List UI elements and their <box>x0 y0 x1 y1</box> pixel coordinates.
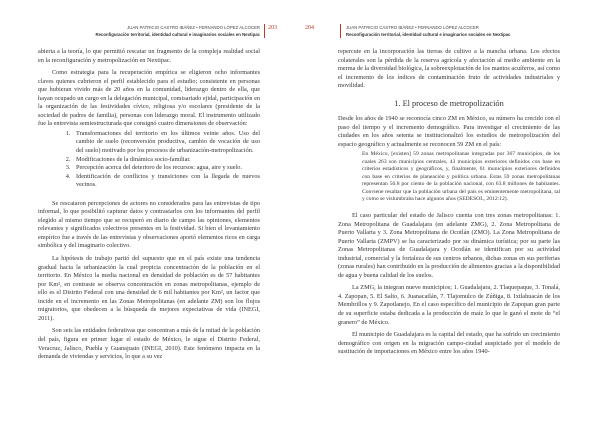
header-authors: JUAN PATRICIO CASTRO IBÁÑEZ • FERNANDO LÓPEZ ALCOCER <box>346 25 479 30</box>
list-item: 3. Percepción acerca del deterioro de los recursos: agua, aire y suelo. <box>72 164 260 173</box>
running-header <box>346 24 511 38</box>
paragraph: abierta a la teoría, lo que permitió rescatar un fragmento de la compleja realidad social en la reconfiguración y metropolización en Nextipac. <box>38 48 260 64</box>
section-heading: 1. El proceso de metropolización <box>394 98 504 108</box>
list-item: 2. Modificaciones de la dinámica socio-familiar. <box>72 156 260 165</box>
paragraph: Se rescataron percepciones de actores no considerados para las entrevistas de tipo informal, lo que posibilitó capturar datos y contrastarlos con los informantes del perfil elegido al mismo tiempo que se recuperó en diario de campo las opiniones, elementos relevantes y significados colectivos presentes en la festividad. Si bien el levantamiento empírico fue a través de las entrevistas y observaciones aportó elementos ricos en carga simbólica y del imaginario colectivo. <box>38 199 260 250</box>
observation-dimensions-list <box>38 130 260 190</box>
paragraph: Como estrategia para la recuperación empírica se eligieron ocho informantes claves quienes cubrieron el perfil establecido para el estudio; consistente en personas que hubieran vivido más de 20 años en la comunidad, liderazgo dentro de ella, que hayan ocupado un cargo en la delegación municipal, comisariado ejidal, participación en la organización de las festividades cívico, religiosa y/o escolares (presidente de la sociedad de padres de familia), personas con liderazgo moral. El instrumento utilizado fue la entrevista semiestructurada que consignó cuatro dimensiones de observación: <box>38 69 260 128</box>
page-number: 203 <box>268 25 277 31</box>
list-item: 4. Identificación de conflictos y transiciones con la llegada de nuevos vecinos. <box>72 173 260 190</box>
header-divider <box>340 24 341 38</box>
paragraph: La hipótesis de trabajo partió del supuesto que en el país existe una tendencia gradual hacia la urbanización la cual propicia concentración de la población en el territorio. En México la media nacional en densidad de población es de 57 habitantes por Km², en contraste se observa concentración en zonas metropolitanas, ejemplo de ello es el Distrito Federal con una densidad de 6 mil habitantes por Km², un factor que incide en el incremento en las Zonas Metropolitanas (en adelante ZM) son los flujos migratorios, que obedecen a la búsqueda de mejores expectativas de vida (INEGI, 2011). <box>38 255 260 322</box>
header-title: Reconfiguración territorial, identidad cultural e imaginarios sociales en Nextipac <box>95 32 260 37</box>
paragraph: Son seis las entidades federativas que concentran a más de la mitad de la población del país, figura en primer lugar el estado de México, le sigue el Distrito Federal, Veracruz, Jalisco, Puebla y Guanajuato (INEGI, 2010). Este fenómeno impacta en la demanda de viviendas y servicios, lo que a su vez <box>38 327 260 361</box>
paragraph: Desde los años de 1940 se reconocía cinco ZM en México, su número ha crecido con el paso del tiempo y el incremento demográfico. Para investigar el crecimiento de las ciudades en los años setenta se institucionalizó los estudios de metropolización del espacio geográfico y actualmente se reconocen 59 ZM en el país: <box>338 115 560 148</box>
body-text <box>338 48 560 357</box>
paragraph: El caso particular del estado de Jalisco cuenta con tres zonas metropolitanas: 1. Zona Metropolitana de Guadalajara (en adelante ZMG), 2. Zona Metropolitana de Puerto Vallarta y 3. Zona Metropolitana de Ocotlán (ZMO). La Zona Metropolitana de Puerto Vallarta (ZMPV) se ha caracterizado por su dinámica turística; por su parte las Zonas Metropolitanas de Guadalajara y Ocotlán se identifican por su actividad industrial, comercial y la fortaleza de sus centros urbanos, dichas zonas en sus periferias (zonas rurales) han contribuido en la producción de alimentos gracias a la disponibilidad de agua y buena calidad de los suelos. <box>338 211 560 279</box>
page-number: 204 <box>305 25 314 31</box>
block-quote: En México, [existen] 59 zonas metropolitanas integradas por 367 municipios, de los cuales 263 son municipios centrales, 43 municipios exteriores definidos con base en criterios estadísticos y geográficos, y, finalmente, 61 municipios exteriores definidos con base en criterios de planeación y política urbana. Estas 59 zonas metropolitanas representan 56.8 por ciento de la población nacional, con 63.8 millones de habitantes. Conviene resaltar que la población urbana del país es eminentemente metropolitana, tal y como se vislumbraba hace algunos años (SEDESOL, 2012:12). <box>362 151 560 203</box>
paragraph: repercute en la incorporación las tierras de cultivo a la mancha urbana. Los efectos colaterales son la pérdida de la reserva agrícola y afectación al medio ambiente en la merma de la diversidad biológica, la sobreexplotación de los mantos acuíferos, así como el incremento de los índices de contaminación fruto de actividades industriales y movilidad. <box>338 48 560 90</box>
list-item: 1. Transformaciones del territorio en los últimos veinte años. Uso del cambio de suelo (reconversión productiva, cambio de vocación de uso del suelo) motivado por los procesos de urbanización-metropolización. <box>72 130 260 156</box>
body-text <box>38 48 260 362</box>
header-divider <box>264 24 265 38</box>
right-page <box>300 0 600 440</box>
header-authors: JUAN PATRICIO CASTRO IBÁÑEZ • FERNANDO LÓPEZ ALCOCER <box>127 25 260 30</box>
running-header <box>95 24 260 38</box>
paragraph: El municipio de Guadalajara es la capital del estado, que ha sufrido un crecimiento demográfico con origen en la migración campo-ciudad auspiciado por el modelo de sustitución de importaciones en México entre los años 1940- <box>338 331 560 356</box>
header-title: Reconfiguración territorial, identidad cultural e imaginarios sociales en Nextipac <box>346 32 511 37</box>
paragraph: La ZMG, la integran nueve municipios; 1. Guadalajara, 2. Tlaquepaque, 3. Tonalá, 4. Zapopan, 5. El Salto, 6. Juanacatlán, 7. Tlajomulco de Zúñiga, 8. Ixtlahuacán de los Membrillos y 9. Zapotlanejo. En el caso específico del municipio de Zapopan gran parte de su superficie estaba dedicada a la producción de maíz lo que le ganó el mote de “el granero” de México. <box>338 284 560 326</box>
